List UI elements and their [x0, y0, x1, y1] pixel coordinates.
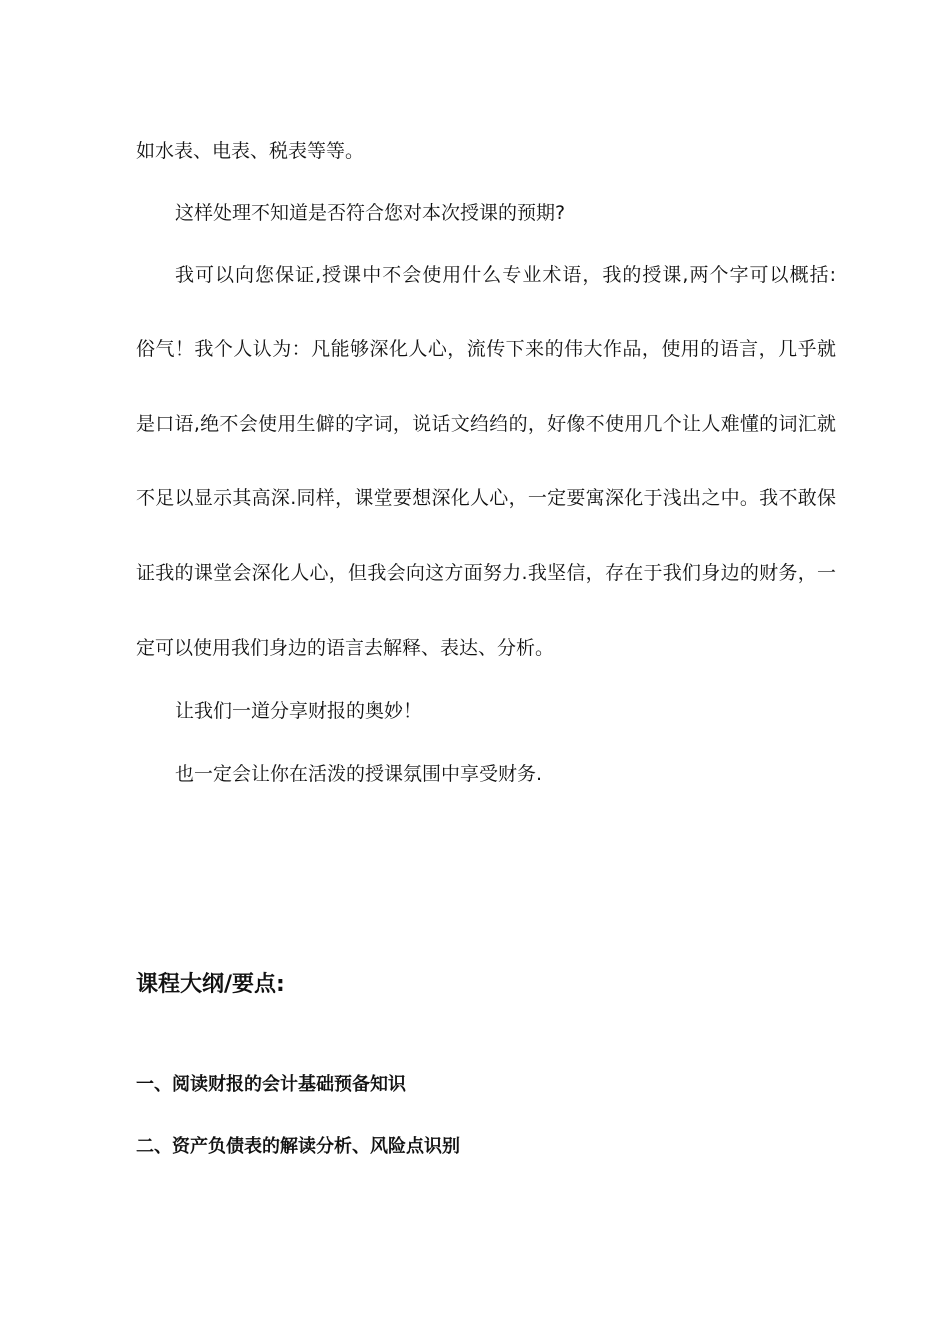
outline-item: 一、阅读财报的会计基础预备知识	[136, 1074, 406, 1095]
paragraph-line: 让我们一道分享财报的奥妙！	[175, 700, 423, 722]
paragraph-line: 我可以向您保证,授课中不会使用什么专业术语，我的授课,两个字可以概括:	[175, 264, 836, 286]
paragraph-line: 是口语,绝不会使用生僻的字词，说话文绉绉的，好像不使用几个让人难懂的词汇就	[136, 413, 836, 435]
paragraph-line: 定可以使用我们身边的语言去解释、表达、分析。	[136, 637, 555, 659]
paragraph-line: 如水表、电表、税表等等。	[136, 140, 365, 162]
paragraph-line: 俗气！我个人认为：凡能够深化人心，流传下来的伟大作品，使用的语言，几乎就	[136, 338, 836, 360]
paragraph-line: 这样处理不知道是否符合您对本次授课的预期?	[175, 202, 566, 224]
paragraph-line: 证我的课堂会深化人心，但我会向这方面努力.我坚信，存在于我们身边的财务，一	[136, 562, 836, 584]
outline-item: 二、资产负债表的解读分析、风险点识别	[136, 1136, 460, 1157]
paragraph-line: 也一定会让你在活泼的授课氛围中享受财务.	[175, 763, 543, 785]
outline-heading: 课程大纲/要点:	[136, 972, 285, 997]
paragraph-line: 不足以显示其高深.同样，课堂要想深化人心，一定要寓深化于浅出之中。我不敢保	[136, 487, 836, 509]
